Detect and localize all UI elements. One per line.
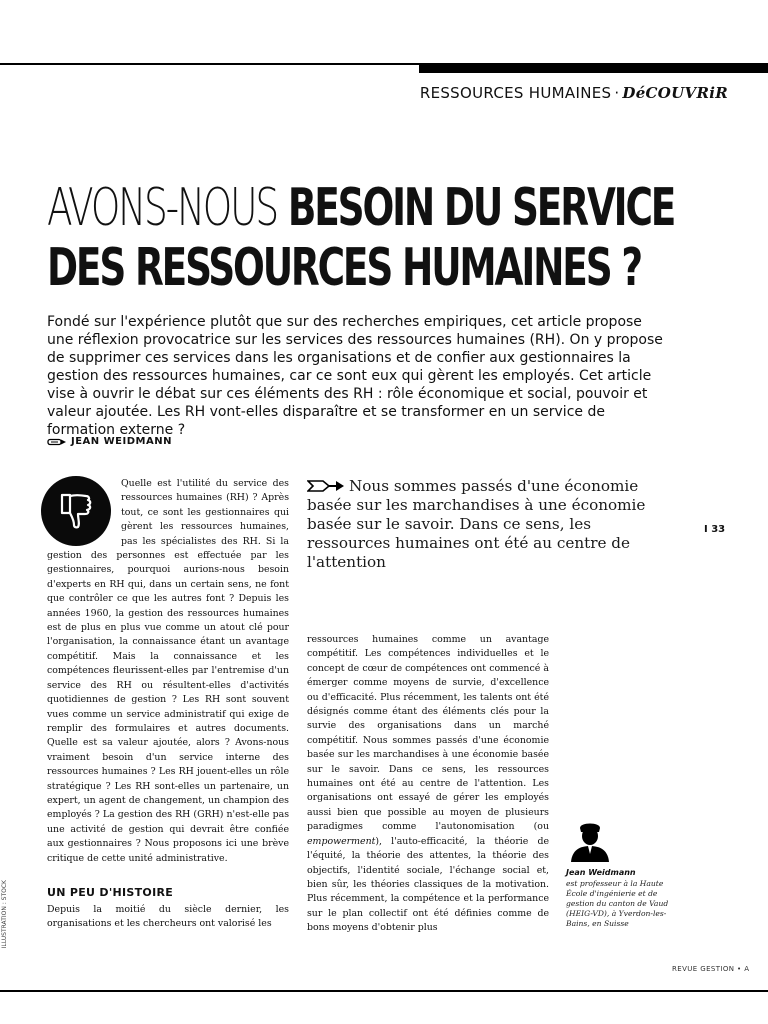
section-subheading: UN PEU D'HISTOIRE [47,886,174,899]
author-byline: JEAN WEIDMANN [71,436,172,447]
header-separator: · [614,84,620,102]
body-column-left [47,477,289,866]
article-title [47,178,695,298]
title-bold-line1: BESOIN DU SERVICE [287,178,675,238]
category-label: DéCOUVRiR [622,84,728,102]
arrow-icon [307,479,345,493]
magazine-footer: REVUE GESTION • A [672,965,750,973]
byline [47,436,172,447]
header-bar [419,63,768,73]
author-name: Jean Weidmann [566,868,636,877]
pull-quote-text: Nous sommes passés d'une économie basée sur les marchandises à une économie basée sur le savoir. Dans ce sens, les ressources humaines ont été au centre de l'attention [307,477,646,571]
body-left-text: Quelle est l'utilité du service des ressources humaines (RH) ? Après tout, ce sont les gestionnaires qui gèrent les ressources humaines, pas les spécialistes des RH. Si la gestion des personnes est effectuée par les gestionnaires, pourquoi aurions-nous besoin d'experts en RH qui, dans un certain sens, ne font que contrôler ce que les autres font ? Depuis les années 1960, la gestion des ressources humaines est de plus en plus vue comme un atout clé pour l'organisation, la connaissance étant un avantage compétitif. Mais la connaissance et les compétences fleurissent-elles par l'entremise d'un service des RH ou résultent-elles d'activités quotidiennes de gestion ? Les RH sont souvent vues comme un service administratif qui exige de remplir des formulaires et autres documents. Quelle est sa valeur ajoutée, alors ? Avons-nous vraiment besoin d'un service interne des ressources humaines ? Les RH jouent-elles un rôle stratégique ? Les RH sont-elles un partenaire, un expert, un agent de changement, un champion des employés ? La gestion des RH (GRH) n'est-elle pas une activité de gestion qui devrait être confiée aux gestionnaires ? Nous proposons ici une brève critique de cette unité administrative. [47,478,289,864]
section-label: RESSOURCES HUMAINES [419,84,612,102]
title-bold-line2: DES RESSOURCES HUMAINES ? [47,238,641,298]
page-number: I 33 [704,524,726,535]
title-light: AVONS-NOUS [47,178,277,238]
pen-icon [47,438,67,446]
body-mid-text-2: ), l'auto-efficacité, la théorie de l'équité, la théorie des attentes, la théorie des objectifs, l'identité sociale, l'échange social et, bien sûr, les théories classiques de la motivation. Plus récemment, la compétence et la performance sur le plan collectif ont été définies comme de bons moyens d'obtenir plus [307,835,549,934]
pull-quote [307,477,677,572]
body-mid-emphasis: empowerment [307,835,376,847]
photo-credit: ILLUSTRATION : STOCK [1,880,8,949]
author-bio: est professeur à la Haute École d'ingénierie et de gestion du canton de Vaud (HEIG-VD), à Yverdon-les-Bains, en Suisse [566,879,669,928]
person-icon [568,818,612,862]
body-column-left-bottom: Depuis la moitié du siècle dernier, les organisations et les chercheurs ont valorisé les [47,904,289,930]
article-lede: Fondé sur l'expérience plutôt que sur des recherches empiriques, cet article propose une réflexion provocatrice sur les services des ressources humaines (RH). On y propose de supprimer ces services dans les organisations et de confier aux gestionnaires la gestion des ressources humaines, car ce sont eux qui gèrent les employés. Cet article vise à ouvrir le débat sur ces éléments des RH : rôle économique et social, pouvoir et valeur ajoutée. Les RH vont-elles disparaître et se transformer en un service de formation externe ? [47,314,663,438]
section-header [420,84,728,102]
body-column-middle [307,633,549,936]
body-mid-text-1: ressources humaines comme un avantage compétitif. Les compétences individuelles et le concept de cœur de compétences ont commencé à émerger comme moyens de survie, d'excellence ou d'efficacité. Plus récemment, les talents ont été désignés comme étant des éléments clés pour la survie des organisations dans un marché compétitif. Nous sommes passés d'une économie basée sur les marchandises à une économie basée sur le savoir. Dans ce sens, les ressources humaines ont été au centre de l'attention. Les organisations ont essayé de gérer les employés aussi bien que possible au moyen de plusieurs paradigmes comme l'autonomisation (ou [307,634,549,833]
